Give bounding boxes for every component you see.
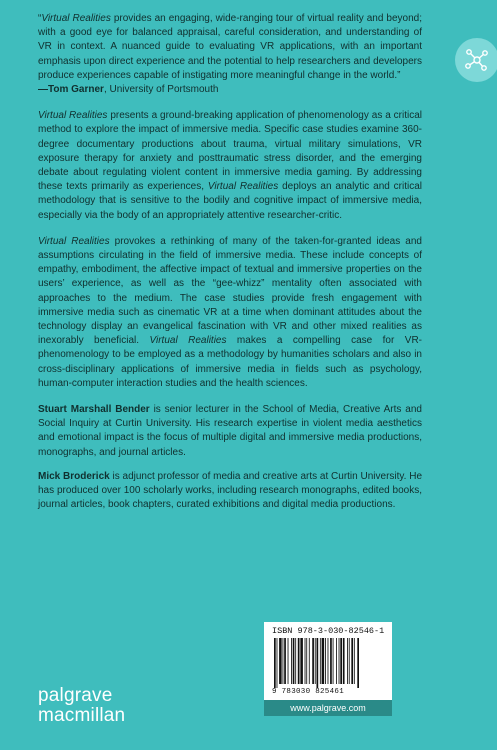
network-icon xyxy=(464,47,490,73)
barcode-bar xyxy=(325,638,326,684)
barcode-bar xyxy=(288,638,289,684)
barcode-bar xyxy=(306,638,307,684)
barcode-bar xyxy=(305,638,306,684)
bio1-text: is senior lecturer in the School of Media, Creative Arts and Social Inquiry at Curtin University. His research expertise in violent media aesthetics and emotional impact is the focus of multiple digital and immersive media productions, monographs, and journal articles. xyxy=(38,404,422,458)
p2-text-b: makes a compelling case for VR-phenomenology to be employed as a methodology by humanities scholars and also in cross-disciplinary applications of immersive media in fields such as psychology, human-computer interaction studies and the health sciences. xyxy=(38,335,422,389)
attribution-affiliation: , University of Portsmouth xyxy=(103,84,219,96)
barcode-bar xyxy=(309,638,310,684)
author-bio-1 xyxy=(38,403,422,460)
barcode-bar xyxy=(295,638,296,684)
barcode-bar xyxy=(293,638,295,684)
quote-text: provides an engaging, wide-ranging tour of virtual reality and beyond; with a good eye for balanced appraisal, careful consideration, and understanding of VR in context. A nuanced guide to evaluating VR applications, with an important emphasis upon direct experience and the potential to help researchers and developers produce experiences capable of instigating more meaningful change in the world.” xyxy=(38,13,422,81)
barcode-bar xyxy=(351,638,353,684)
review-quote xyxy=(38,12,422,83)
quote-attribution xyxy=(38,83,422,97)
barcode-bar xyxy=(317,638,319,688)
barcode-bar xyxy=(343,638,345,684)
barcode-bar xyxy=(333,638,334,684)
barcode-bar xyxy=(336,638,337,684)
attribution-name: —Tom Garner xyxy=(38,84,104,96)
barcode-bar xyxy=(283,638,284,684)
barcode-bar xyxy=(274,638,276,688)
barcode-bar xyxy=(291,638,292,684)
barcode-bar xyxy=(300,638,303,684)
author-bio-2 xyxy=(38,470,422,513)
p1-mid-title: Virtual Realities xyxy=(207,181,279,193)
bio2-name: Mick Broderick xyxy=(38,470,110,482)
bio2-text: is adjunct professor of media and creative arts at Curtin University. He has produced over 100 scholarly works, including research monographs, edited books, journal articles, book chapters, curated exhibitions and digital media productions. xyxy=(38,470,423,511)
barcode-bar xyxy=(340,638,342,684)
barcode-bar xyxy=(277,638,278,688)
description-paragraph-2 xyxy=(38,235,422,391)
barcode-bar xyxy=(284,638,286,684)
barcode-bar xyxy=(328,638,329,684)
barcode-bar xyxy=(330,638,332,684)
barcode-panel xyxy=(264,622,392,700)
publisher-url: www.palgrave.com xyxy=(290,703,366,713)
barcode-bar xyxy=(347,638,348,684)
p1-text-b: deploys an analytic and critical methodology that is sensitive to the bodily and cognitive impact of immersive media, especially via the body of an appropriately attentive researcher-critic. xyxy=(38,181,423,221)
barcode-bar xyxy=(315,638,316,684)
publisher-url-bar xyxy=(264,700,392,716)
barcode-bar xyxy=(354,638,355,684)
barcode-graphic xyxy=(274,638,382,688)
barcode-bar xyxy=(320,638,321,684)
bio1-name: Stuart Marshall Bender xyxy=(38,404,150,416)
series-badge xyxy=(455,38,497,82)
isbn-label: ISBN 978-3-030-82546-1 xyxy=(272,626,385,636)
logo-line-palgrave: palgrave xyxy=(38,685,113,706)
barcode-bar xyxy=(357,638,359,688)
barcode-digits: 9 783030 825461 xyxy=(272,688,345,696)
blurb-column xyxy=(38,12,422,523)
barcode-bar xyxy=(339,638,340,684)
description-paragraph-1 xyxy=(38,109,422,223)
p1-text-a: presents a ground-breaking application of phenomenology as a critical method to explore the impact of immersive media. Specific case studies examine 360-degree documentary productions about trauma, virtual military simulations, VR exposure therapy for anxiety and posttraumatic stress disorder, and the emerging debate about regulating violent content in immersive media gaming. By addressing these texts primarily as experiences, xyxy=(38,110,423,193)
p2-lead-title: Virtual Realities xyxy=(38,235,110,247)
publisher-logo xyxy=(38,686,125,726)
quote-book-title: Virtual Realities xyxy=(41,13,111,24)
barcode-bar xyxy=(349,638,350,684)
barcode-bar xyxy=(322,638,325,684)
p1-lead-title: Virtual Realities xyxy=(38,110,108,122)
barcode-bar xyxy=(312,638,314,684)
barcode-bar xyxy=(279,638,282,684)
p2-text-a: provokes a rethinking of many of the taken-for-granted ideas and assumptions circulating in the field of immersive media. These include concepts of empathy, embodiment, the affective impact of textual and immersive properties on the users’ experience, as well as the “gee-whizz” mentality often associated with approaches to the medium. The case studies provide fresh engagement with immersive media such as cinematic VR at a time when dominant attitudes about the technology display an evangelical fascination with VR and other mixed realities as inexorably beneficial. xyxy=(38,235,422,347)
p2-mid-title: Virtual Realities xyxy=(149,335,227,347)
quote-open-mark: “ xyxy=(38,13,42,24)
barcode-bar xyxy=(298,638,300,684)
logo-line-macmillan: macmillan xyxy=(38,705,126,726)
